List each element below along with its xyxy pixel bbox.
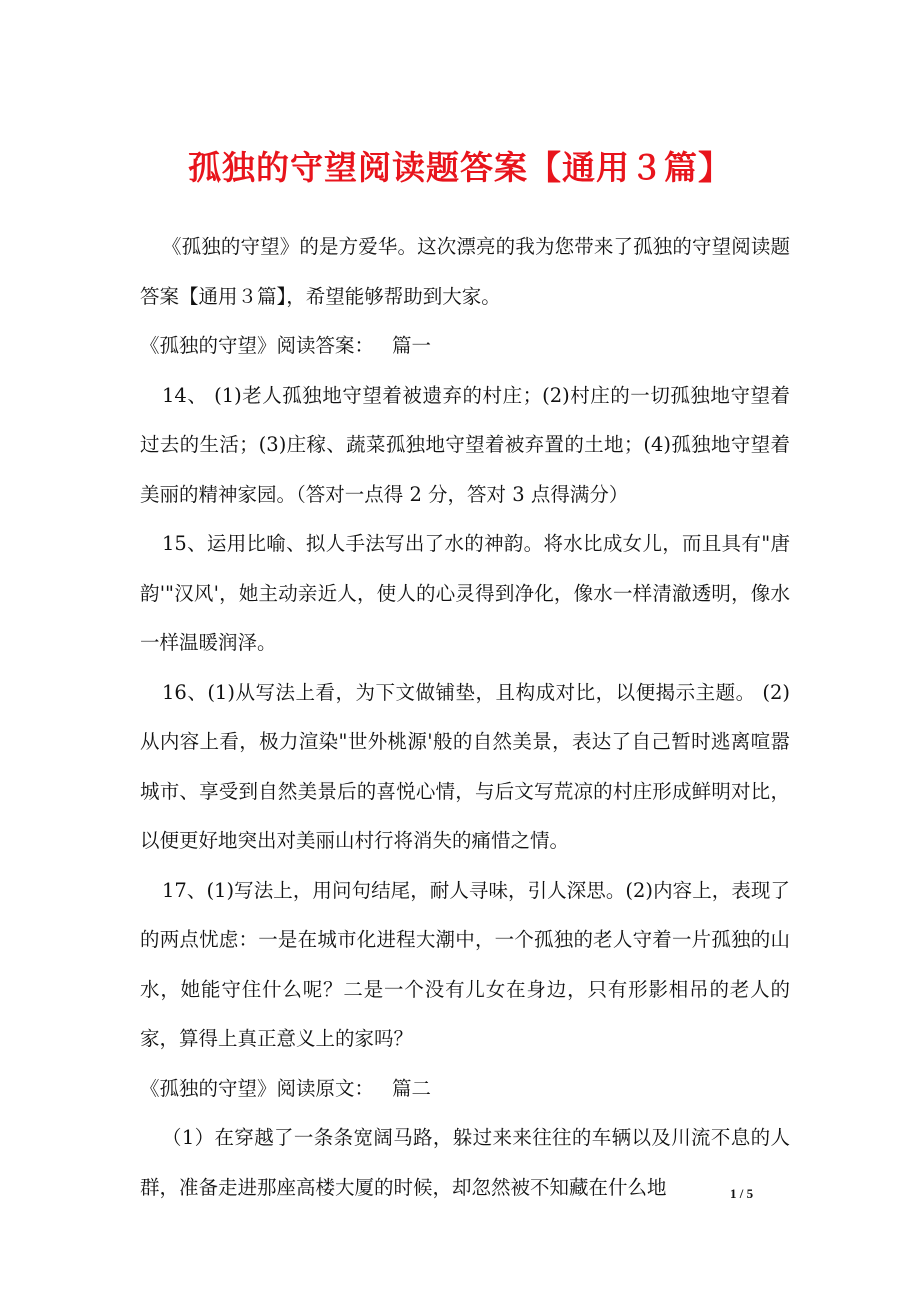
intro-paragraph: 《孤独的守望》的是方爱华。这次漂亮的我为您带来了孤独的守望阅读题答案【通用３篇】，希望能够帮助到大家。 <box>140 235 790 308</box>
passage-paragraph: （1）在穿越了一条条宽阔马路，躲过来来往往的车辆以及川流不息的人群，准备走进那座高楼大厦的时候，却忽然被不知藏在什么地 <box>140 1126 790 1199</box>
section-heading-1-label: 篇一 <box>392 334 432 357</box>
document-body <box>140 222 790 1212</box>
answer-paragraph: 15、运用比喻、拟人手法写出了水的神韵。将水比成女儿，而且具有"唐韵'"汉风'，她主动亲近人，使人的心灵得到净化，像水一样清澈透明，像水一样温暖润泽。 <box>140 532 790 654</box>
section-heading-2-label: 篇二 <box>392 1076 432 1100</box>
answer-paragraph: 16、(1)从写法上看，为下文做铺垫，且构成对比，以便揭示主题。 (2)从内容上看，极力渲染"世外桃源'般的自然美景，表达了自己暂时逃离喧嚣城市、享受到自然美景后的喜悦心情，与后文写荒凉的村庄形成鲜明对比，以便更好地突出对美丽山村行将消失的痛惜之情。 <box>140 680 790 852</box>
page-number: 1 / 5 <box>730 1186 754 1201</box>
answer-paragraph: 17、(1)写法上，用问句结尾，耐人寻味，引人深思。(2)内容上，表现了的两点忧虑：一是在城市化进程大潮中，一个孤独的老人守着一片孤独的山水，她能守住什么呢？二是一个没有儿女在身边，只有形影相吊的老人的家，算得上真正意义上的家吗？ <box>140 878 790 1050</box>
section-heading-2 <box>140 1064 790 1114</box>
section-heading-2-text: 《孤独的守望》阅读原文： <box>140 1076 375 1100</box>
section-heading-1 <box>140 321 790 371</box>
document-title: 孤独的守望阅读题答案【通用３篇】 <box>188 148 732 187</box>
answer-paragraph: 14、 (1)老人孤独地守望着被遗弃的村庄；(2)村庄的一切孤独地守望着过去的生活；(3)庄稼、蔬菜孤独地守望着被弃置的土地；(4)孤独地守望着美丽的精神家园。（答对一点得 2 分，答对 3 点得满分） <box>140 383 790 506</box>
section-heading-1-text: 《孤独的守望》阅读答案： <box>140 334 375 357</box>
